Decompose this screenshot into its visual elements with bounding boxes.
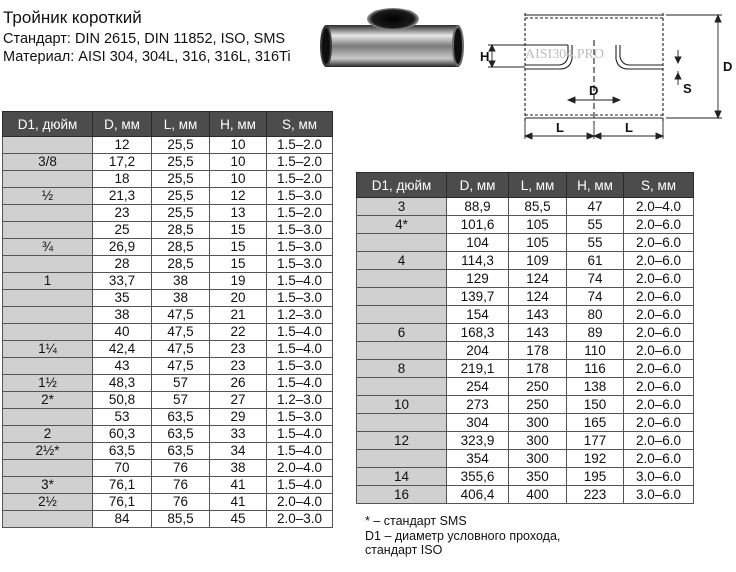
table-row (3, 324, 333, 341)
cell-d: 76,1 (93, 477, 152, 494)
note-d1-cont: стандарт ISO (365, 543, 443, 557)
table-row (3, 375, 333, 392)
cell-s: 1.5–3.0 (267, 222, 333, 239)
cell-d1: 3 (357, 198, 447, 216)
table-row (3, 426, 333, 443)
col-header: S, мм (624, 173, 694, 198)
table-row (357, 324, 694, 342)
dim-D-branch: D (589, 83, 599, 98)
cell-l: 47,5 (152, 341, 210, 358)
cell-d: 40 (93, 324, 152, 341)
cell-h: 15 (210, 239, 267, 256)
size-table-left (2, 111, 333, 528)
table-row (357, 450, 694, 468)
cell-d: 60,3 (93, 426, 152, 443)
cell-d1 (357, 270, 447, 288)
cell-l: 76 (152, 460, 210, 477)
cell-s: 3.0–6.0 (624, 486, 694, 504)
cell-l: 76 (152, 477, 210, 494)
table-row (3, 188, 333, 205)
cell-d: 18 (93, 171, 152, 188)
cell-d: 63,5 (93, 443, 152, 460)
cell-h: 13 (210, 205, 267, 222)
col-header: H, мм (210, 112, 267, 137)
tee-drawing (470, 5, 734, 140)
cell-l: 85,5 (509, 198, 567, 216)
table-row (357, 414, 694, 432)
table-row (357, 378, 694, 396)
dim-S: S (683, 81, 692, 96)
cell-h: 22 (210, 324, 267, 341)
cell-h: 20 (210, 290, 267, 307)
cell-d: 84 (93, 511, 152, 528)
cell-s: 2.0–6.0 (624, 360, 694, 378)
cell-l: 25,5 (152, 188, 210, 205)
cell-d: 101,6 (447, 216, 509, 234)
watermark: AISI304.PRO (525, 47, 604, 62)
cell-d: 204 (447, 342, 509, 360)
cell-h: 74 (567, 288, 624, 306)
table-body (3, 137, 333, 528)
cell-l: 105 (509, 216, 567, 234)
cell-s: 2.0–3.0 (267, 511, 333, 528)
table-row (3, 290, 333, 307)
cell-d1: 14 (357, 468, 447, 486)
cell-s: 1.5–3.0 (267, 290, 333, 307)
cell-d: 88,9 (447, 198, 509, 216)
cell-d1: 2½* (3, 443, 93, 460)
cell-d1: 6 (357, 324, 447, 342)
cell-s: 2.0–6.0 (624, 288, 694, 306)
cell-l: 300 (509, 414, 567, 432)
cell-s: 2.0–4.0 (267, 460, 333, 477)
cell-d1 (3, 324, 93, 341)
dim-L-left: L (556, 120, 564, 135)
cell-d1 (3, 171, 93, 188)
cell-s: 1.5–2.0 (267, 205, 333, 222)
cell-l: 350 (509, 468, 567, 486)
cell-s: 1.5–3.0 (267, 239, 333, 256)
cell-d: 70 (93, 460, 152, 477)
cell-s: 2.0–6.0 (624, 414, 694, 432)
table-row (357, 234, 694, 252)
cell-d: 26,9 (93, 239, 152, 256)
cell-d1: 1¼ (3, 341, 93, 358)
cell-s: 1.2–3.0 (267, 392, 333, 409)
cell-h: 23 (210, 358, 267, 375)
table-row (357, 468, 694, 486)
cell-d1 (3, 256, 93, 273)
cell-h: 47 (567, 198, 624, 216)
table-row (3, 392, 333, 409)
cell-s: 2.0–6.0 (624, 270, 694, 288)
col-header: D, мм (447, 173, 509, 198)
table-row (357, 252, 694, 270)
dim-L-right: L (625, 120, 633, 135)
cell-d: 139,7 (447, 288, 509, 306)
dim-H: H (480, 49, 490, 64)
cell-d: 254 (447, 378, 509, 396)
cell-s: 3.0–6.0 (624, 468, 694, 486)
cell-s: 2.0–6.0 (624, 432, 694, 450)
table-row (3, 460, 333, 477)
cell-s: 1.5–4.0 (267, 426, 333, 443)
cell-d1: 8 (357, 360, 447, 378)
cell-h: 165 (567, 414, 624, 432)
cell-d1: 12 (357, 432, 447, 450)
table-row (3, 171, 333, 188)
cell-d1 (3, 290, 93, 307)
cell-h: 110 (567, 342, 624, 360)
col-header: D1, дюйм (3, 112, 93, 137)
cell-h: 29 (210, 409, 267, 426)
cell-h: 15 (210, 222, 267, 239)
cell-d: 129 (447, 270, 509, 288)
table-row (3, 256, 333, 273)
cell-h: 41 (210, 477, 267, 494)
cell-l: 124 (509, 288, 567, 306)
cell-s: 2.0–4.0 (624, 198, 694, 216)
cell-d: 273 (447, 396, 509, 414)
table-row (3, 341, 333, 358)
cell-h: 27 (210, 392, 267, 409)
cell-d: 154 (447, 306, 509, 324)
cell-h: 177 (567, 432, 624, 450)
cell-d1 (357, 288, 447, 306)
cell-l: 400 (509, 486, 567, 504)
cell-d1 (357, 342, 447, 360)
cell-l: 300 (509, 432, 567, 450)
dim-D: D (723, 59, 733, 74)
cell-s: 2.0–4.0 (267, 494, 333, 511)
cell-s: 1.5–4.0 (267, 341, 333, 358)
cell-s: 2.0–6.0 (624, 216, 694, 234)
cell-s: 1.5–4.0 (267, 324, 333, 341)
cell-s: 2.0–6.0 (624, 306, 694, 324)
cell-s: 2.0–6.0 (624, 324, 694, 342)
cell-l: 57 (152, 375, 210, 392)
cell-d1: 4 (357, 252, 447, 270)
cell-h: 15 (210, 256, 267, 273)
cell-d1: 3* (3, 477, 93, 494)
cell-h: 116 (567, 360, 624, 378)
cell-s: 1.5–3.0 (267, 409, 333, 426)
table-row (3, 358, 333, 375)
cell-l: 28,5 (152, 222, 210, 239)
cell-d1: 1 (3, 273, 93, 290)
cell-d: 21,3 (93, 188, 152, 205)
cell-d: 38 (93, 307, 152, 324)
cell-s: 2.0–6.0 (624, 378, 694, 396)
cell-d: 354 (447, 450, 509, 468)
cell-h: 33 (210, 426, 267, 443)
cell-l: 25,5 (152, 154, 210, 171)
table-row (3, 222, 333, 239)
cell-h: 10 (210, 154, 267, 171)
table-row (3, 205, 333, 222)
cell-d1 (3, 460, 93, 477)
cell-d1 (3, 222, 93, 239)
cell-d: 76,1 (93, 494, 152, 511)
cell-h: 10 (210, 137, 267, 154)
cell-h: 38 (210, 460, 267, 477)
cell-l: 28,5 (152, 239, 210, 256)
cell-d: 219,1 (447, 360, 509, 378)
cell-l: 38 (152, 290, 210, 307)
cell-s: 1.5–2.0 (267, 171, 333, 188)
cell-l: 76 (152, 494, 210, 511)
col-header: D1, дюйм (357, 173, 447, 198)
cell-l: 109 (509, 252, 567, 270)
table-body (357, 198, 694, 504)
cell-l: 57 (152, 392, 210, 409)
cell-d1 (3, 307, 93, 324)
cell-l: 250 (509, 396, 567, 414)
cell-h: 55 (567, 216, 624, 234)
cell-d: 23 (93, 205, 152, 222)
cell-h: 192 (567, 450, 624, 468)
table-row (357, 360, 694, 378)
table-row (3, 494, 333, 511)
table-row (357, 342, 694, 360)
col-header: L, мм (509, 173, 567, 198)
cell-d1 (3, 205, 93, 222)
cell-l: 47,5 (152, 307, 210, 324)
cell-l: 25,5 (152, 205, 210, 222)
cell-l: 25,5 (152, 137, 210, 154)
cell-d: 17,2 (93, 154, 152, 171)
cell-d1 (357, 414, 447, 432)
cell-d1 (3, 511, 93, 528)
cell-d: 25 (93, 222, 152, 239)
cell-d: 50,8 (93, 392, 152, 409)
cell-d1 (3, 409, 93, 426)
note-d1: D1 – диаметр условного прохода, (365, 529, 561, 543)
cell-s: 1.5–4.0 (267, 443, 333, 460)
cell-l: 105 (509, 234, 567, 252)
col-header: L, мм (152, 112, 210, 137)
cell-d1 (3, 358, 93, 375)
cell-l: 143 (509, 324, 567, 342)
col-header: H, мм (567, 173, 624, 198)
cell-d: 104 (447, 234, 509, 252)
cell-d1 (3, 137, 93, 154)
cell-d: 33,7 (93, 273, 152, 290)
cell-s: 2.0–6.0 (624, 396, 694, 414)
cell-d: 48,3 (93, 375, 152, 392)
cell-s: 1.5–4.0 (267, 273, 333, 290)
table-row (357, 198, 694, 216)
cell-d: 53 (93, 409, 152, 426)
cell-h: 195 (567, 468, 624, 486)
cell-h: 41 (210, 494, 267, 511)
cell-d1 (357, 234, 447, 252)
cell-s: 2.0–6.0 (624, 234, 694, 252)
cell-d1: 10 (357, 396, 447, 414)
cell-h: 21 (210, 307, 267, 324)
cell-s: 1.5–3.0 (267, 256, 333, 273)
cell-d1: 1½ (3, 375, 93, 392)
table-row (3, 409, 333, 426)
cell-d: 304 (447, 414, 509, 432)
cell-d1: 16 (357, 486, 447, 504)
cell-d: 43 (93, 358, 152, 375)
cell-l: 63,5 (152, 443, 210, 460)
cell-d: 323,9 (447, 432, 509, 450)
cell-h: 150 (567, 396, 624, 414)
cell-d: 406,4 (447, 486, 509, 504)
cell-d1: 4* (357, 216, 447, 234)
cell-h: 26 (210, 375, 267, 392)
cell-h: 10 (210, 171, 267, 188)
cell-d1: 3/8 (3, 154, 93, 171)
material-line: Материал: AISI 304, 304L, 316, 316L, 316Ti (3, 49, 291, 65)
cell-d: 168,3 (447, 324, 509, 342)
cell-h: 45 (210, 511, 267, 528)
cell-d1 (357, 306, 447, 324)
col-header: D, мм (93, 112, 152, 137)
table-row (3, 273, 333, 290)
cell-l: 63,5 (152, 409, 210, 426)
cell-s: 1.5–2.0 (267, 137, 333, 154)
table-row (3, 137, 333, 154)
cell-l: 250 (509, 378, 567, 396)
cell-h: 223 (567, 486, 624, 504)
table-row (3, 443, 333, 460)
cell-s: 1.5–3.0 (267, 188, 333, 205)
cell-d1: 2* (3, 392, 93, 409)
cell-d: 35 (93, 290, 152, 307)
cell-s: 1.5–4.0 (267, 477, 333, 494)
cell-h: 12 (210, 188, 267, 205)
cell-s: 1.5–2.0 (267, 154, 333, 171)
cell-s: 1.5–4.0 (267, 375, 333, 392)
table-row (357, 486, 694, 504)
cell-h: 138 (567, 378, 624, 396)
cell-d: 42,4 (93, 341, 152, 358)
cell-s: 2.0–6.0 (624, 450, 694, 468)
standard-line: Стандарт: DIN 2615, DIN 11852, ISO, SMS (3, 31, 286, 47)
cell-s: 2.0–6.0 (624, 252, 694, 270)
cell-l: 178 (509, 342, 567, 360)
cell-l: 25,5 (152, 171, 210, 188)
table-row (3, 307, 333, 324)
cell-d: 12 (93, 137, 152, 154)
cell-h: 34 (210, 443, 267, 460)
cell-l: 178 (509, 360, 567, 378)
cell-d1: ½ (3, 188, 93, 205)
cell-l: 143 (509, 306, 567, 324)
table-row (357, 432, 694, 450)
table-row (357, 396, 694, 414)
cell-h: 74 (567, 270, 624, 288)
cell-l: 28,5 (152, 256, 210, 273)
cell-h: 89 (567, 324, 624, 342)
table-row (357, 216, 694, 234)
cell-d1: 2½ (3, 494, 93, 511)
table-row (3, 154, 333, 171)
cell-d: 355,6 (447, 468, 509, 486)
table-row (357, 288, 694, 306)
page-title: Тройник короткий (3, 8, 142, 27)
cell-l: 38 (152, 273, 210, 290)
cell-d: 28 (93, 256, 152, 273)
cell-d1 (357, 378, 447, 396)
cell-l: 47,5 (152, 358, 210, 375)
cell-h: 55 (567, 234, 624, 252)
cell-d1: ¾ (3, 239, 93, 256)
cell-l: 63,5 (152, 426, 210, 443)
size-table-right (356, 172, 694, 504)
table-row (3, 477, 333, 494)
cell-h: 23 (210, 341, 267, 358)
table-row (3, 511, 333, 528)
cell-d: 114,3 (447, 252, 509, 270)
cell-s: 2.0–6.0 (624, 342, 694, 360)
cell-h: 61 (567, 252, 624, 270)
cell-h: 80 (567, 306, 624, 324)
cell-s: 1.2–3.0 (267, 307, 333, 324)
cell-s: 1.5–3.0 (267, 358, 333, 375)
cell-l: 124 (509, 270, 567, 288)
table-row (357, 270, 694, 288)
cell-l: 85,5 (152, 511, 210, 528)
table-row (3, 239, 333, 256)
cell-h: 19 (210, 273, 267, 290)
cell-l: 47,5 (152, 324, 210, 341)
col-header: S, мм (267, 112, 333, 137)
note-sms: * – стандарт SMS (365, 514, 467, 528)
table-row (357, 306, 694, 324)
cell-d1 (357, 450, 447, 468)
cell-d1: 2 (3, 426, 93, 443)
tee-photo (317, 5, 467, 77)
cell-l: 300 (509, 450, 567, 468)
